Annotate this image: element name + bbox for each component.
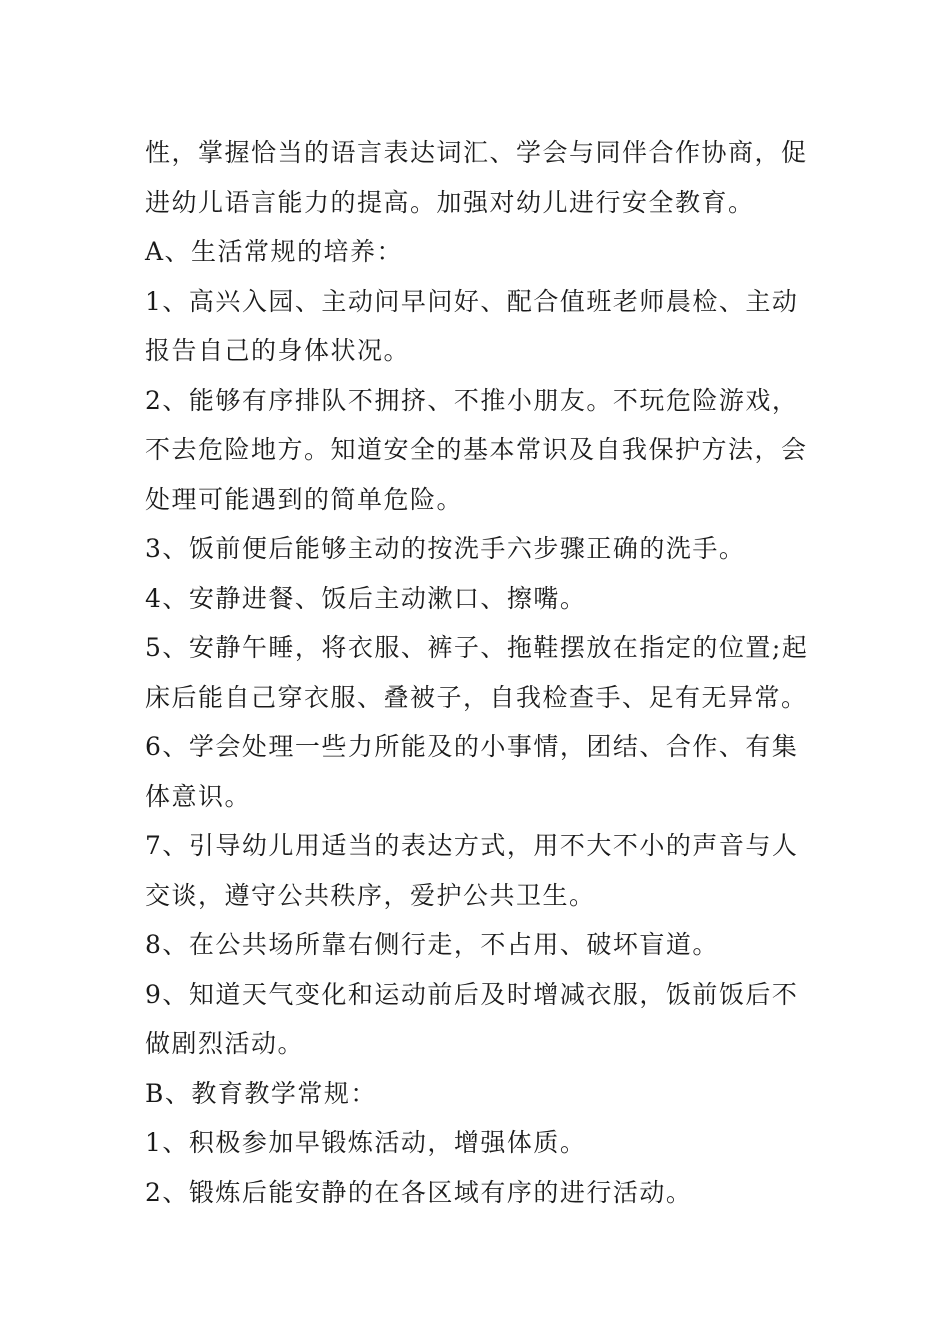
- list-item-a3: 3、饭前便后能够主动的按洗手六步骤正确的洗手。: [145, 534, 746, 563]
- list-item-a2: 2、能够有序排队不拥挤、不推小朋友。不玩危险游戏，不去危险地方。知道安全的基本常识及自我保护方法，会处理可能遇到的简单危险。: [145, 385, 808, 514]
- list-item-a4: 4、安静进餐、饭后主动漱口、擦嘴。: [145, 583, 587, 613]
- section-heading-a: A、生活常规的培养：: [145, 237, 404, 266]
- paragraph-intro-continued: 性，掌握恰当的语言表达词汇、学会与同伴合作协商，促进幼儿语言能力的提高。加强对幼儿进行安全教育。: [145, 138, 808, 217]
- document-body: [145, 128, 815, 1217]
- list-item-a8: 8、在公共场所靠右侧行走，不占用、破坏盲道。: [145, 930, 719, 959]
- list-item-a1: 1、高兴入园、主动问早问好、配合值班老师晨检、主动报告自己的身体状况。: [145, 286, 799, 365]
- list-item-b2: 2、锻炼后能安静的在各区域有序的进行活动。: [145, 1177, 693, 1207]
- list-item-a9: 9、知道天气变化和运动前后及时增减衣服，饭前饭后不做剧烈活动。: [145, 979, 799, 1058]
- section-heading-b: B、教育教学常规：: [145, 1078, 377, 1108]
- list-item-b1: 1、积极参加早锻炼活动，增强体质。: [145, 1128, 587, 1157]
- list-item-a7: 7、引导幼儿用适当的表达方式，用不大不小的声音与人交谈，遵守公共秩序，爱护公共卫生。: [145, 831, 799, 910]
- list-item-a5: 5、安静午睡，将衣服、裤子、拖鞋摆放在指定的位置;起床后能自己穿衣服、叠被子，自我检查手、足有无异常。: [145, 633, 809, 712]
- list-item-a6: 6、学会处理一些力所能及的小事情，团结、合作、有集体意识。: [145, 732, 799, 811]
